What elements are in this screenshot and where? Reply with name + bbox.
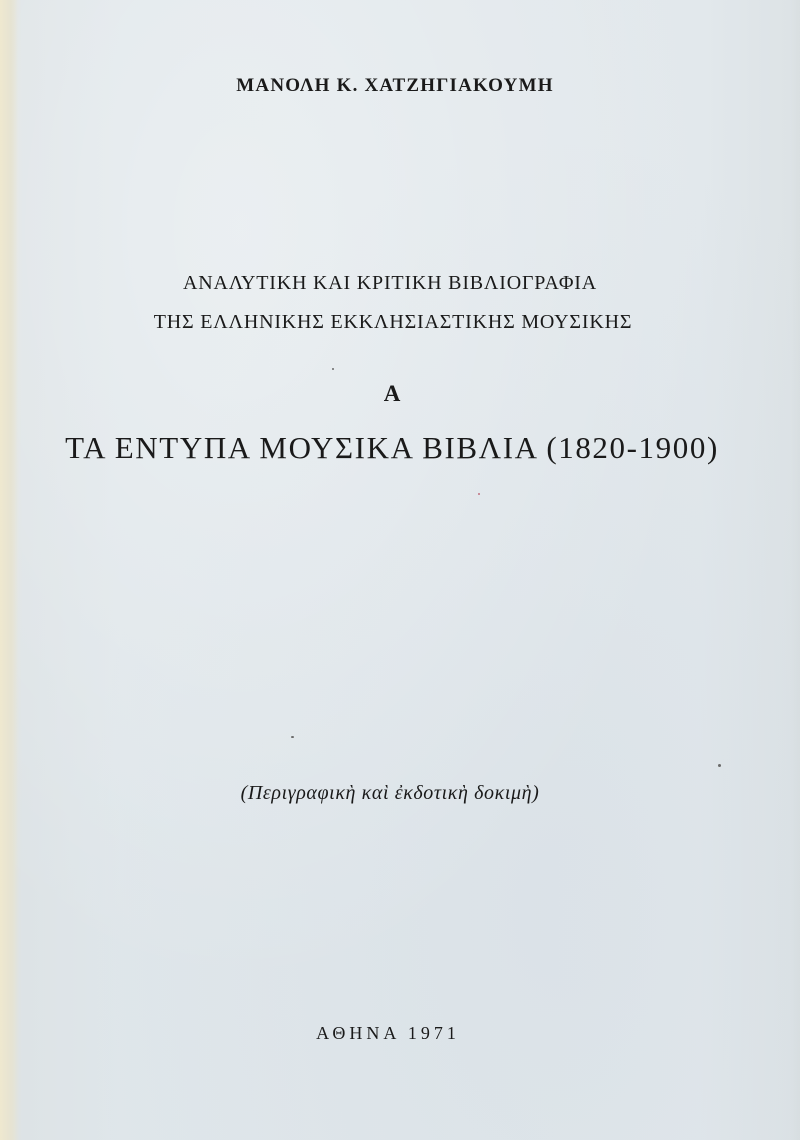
paper-speck: [291, 736, 294, 738]
volume-letter: Α: [383, 381, 401, 406]
series-title-line-2: ΤΗΣ ΕΛΛΗΝΙΚΗΣ ΕΚΚΛΗΣΙΑΣΤΙΚΗΣ ΜΟΥΣΙΚΗΣ: [153, 311, 633, 333]
book-subtitle: (Περιγραφικὴ καὶ ἐκδοτικὴ δοκιμὴ): [240, 782, 540, 804]
paper-speck: [332, 368, 334, 370]
author-name: ΜΑΝΟΛΗ Κ. ΧΑΤΖΗΓΙΑΚΟΥΜΗ: [236, 75, 554, 96]
paper-speck: [478, 493, 480, 495]
paper-speck: [718, 764, 721, 767]
publication-imprint: ΑΘΗΝΑ 1971: [316, 1023, 460, 1043]
series-title-line-1: ΑΝΑΛΥΤΙΚΗ ΚΑΙ ΚΡΙΤΙΚΗ ΒΙΒΛΙΟΓΡΑΦΙΑ: [183, 272, 597, 294]
book-title: ΤΑ ΕΝΤΥΠΑ ΜΟΥΣΙΚΑ ΒΙΒΛΙΑ (1820-1900): [65, 430, 719, 465]
cover-spine-edge: [0, 0, 18, 1140]
